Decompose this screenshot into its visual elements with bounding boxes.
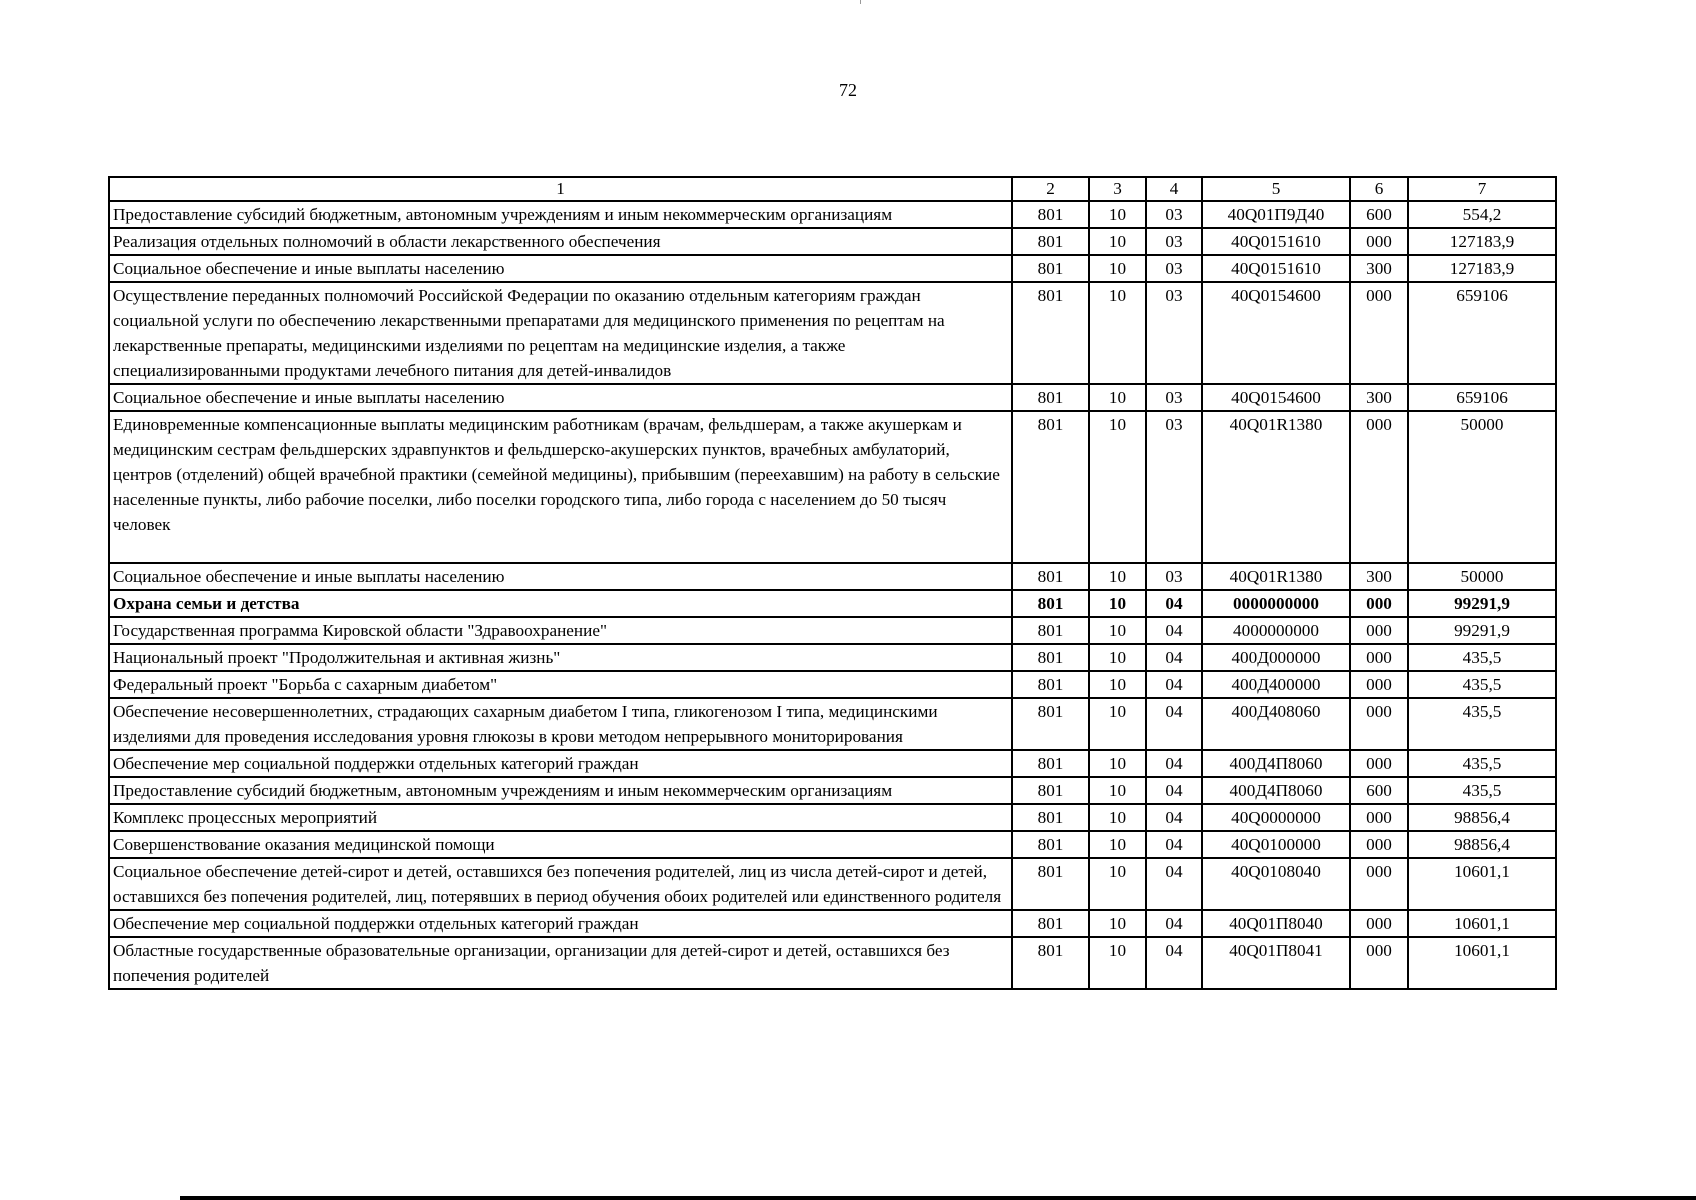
row-code-expense-type: 600	[1350, 777, 1408, 804]
row-description: Обеспечение несовершеннолетних, страдающих сахарным диабетом I типа, гликогенозом I типа, медицинскими изделиями для проведения исследования уровня глюкозы в крови методом непрерывного мониторирования	[109, 698, 1012, 750]
row-code-target: 400Д400000	[1202, 671, 1350, 698]
table-row	[109, 255, 1556, 282]
row-code-subsection: 04	[1146, 750, 1202, 777]
row-code-expense-type: 000	[1350, 590, 1408, 617]
row-description: Комплекс процессных мероприятий	[109, 804, 1012, 831]
table-row	[109, 698, 1556, 750]
row-code-expense-type: 300	[1350, 563, 1408, 590]
row-code-subsection: 04	[1146, 590, 1202, 617]
row-code-subsection: 04	[1146, 831, 1202, 858]
table-row	[109, 590, 1556, 617]
row-code-target: 40Q0000000	[1202, 804, 1350, 831]
row-description: Социальное обеспечение и иные выплаты населению	[109, 255, 1012, 282]
row-code-expense-type: 000	[1350, 282, 1408, 384]
row-description: Совершенствование оказания медицинской помощи	[109, 831, 1012, 858]
row-amount: 98856,4	[1408, 831, 1556, 858]
row-description: Государственная программа Кировской области "Здравоохранение"	[109, 617, 1012, 644]
row-code-section: 10	[1089, 750, 1146, 777]
table-row	[109, 201, 1556, 228]
row-code-section: 10	[1089, 384, 1146, 411]
table-row	[109, 644, 1556, 671]
row-code-subsection: 04	[1146, 804, 1202, 831]
row-code-expense-type: 000	[1350, 617, 1408, 644]
row-code-department: 801	[1012, 384, 1089, 411]
row-code-department: 801	[1012, 937, 1089, 989]
row-code-target: 40Q0151610	[1202, 228, 1350, 255]
row-code-subsection: 04	[1146, 617, 1202, 644]
row-code-department: 801	[1012, 644, 1089, 671]
row-description: Социальное обеспечение и иные выплаты населению	[109, 563, 1012, 590]
table-row	[109, 617, 1556, 644]
row-code-expense-type: 300	[1350, 384, 1408, 411]
row-code-section: 10	[1089, 804, 1146, 831]
row-code-department: 801	[1012, 804, 1089, 831]
table-row	[109, 228, 1556, 255]
row-amount: 50000	[1408, 411, 1556, 563]
row-code-section: 10	[1089, 858, 1146, 910]
row-amount: 659106	[1408, 384, 1556, 411]
row-code-expense-type: 000	[1350, 937, 1408, 989]
row-amount: 435,5	[1408, 777, 1556, 804]
table-row	[109, 777, 1556, 804]
row-code-expense-type: 000	[1350, 644, 1408, 671]
row-amount: 99291,9	[1408, 617, 1556, 644]
row-code-target: 400Д408060	[1202, 698, 1350, 750]
header-row	[109, 177, 1556, 201]
row-code-department: 801	[1012, 910, 1089, 937]
row-code-section: 10	[1089, 563, 1146, 590]
row-code-target: 0000000000	[1202, 590, 1350, 617]
row-amount: 10601,1	[1408, 937, 1556, 989]
row-amount: 98856,4	[1408, 804, 1556, 831]
row-description: Обеспечение мер социальной поддержки отдельных категорий граждан	[109, 750, 1012, 777]
table-row	[109, 384, 1556, 411]
row-code-expense-type: 600	[1350, 201, 1408, 228]
header-cell-3: 3	[1089, 177, 1146, 201]
row-amount: 435,5	[1408, 750, 1556, 777]
row-code-target: 40Q0108040	[1202, 858, 1350, 910]
row-code-section: 10	[1089, 255, 1146, 282]
row-code-subsection: 04	[1146, 858, 1202, 910]
row-code-department: 801	[1012, 255, 1089, 282]
bottom-rule	[180, 1196, 1696, 1200]
row-code-target: 40Q0100000	[1202, 831, 1350, 858]
table-body	[109, 201, 1556, 989]
row-code-subsection: 04	[1146, 671, 1202, 698]
row-code-target: 400Д4П8060	[1202, 777, 1350, 804]
table-row	[109, 750, 1556, 777]
header-cell-4: 4	[1146, 177, 1202, 201]
row-code-department: 801	[1012, 671, 1089, 698]
header-cell-2: 2	[1012, 177, 1089, 201]
table-row	[109, 937, 1556, 989]
row-code-target: 400Д000000	[1202, 644, 1350, 671]
row-description: Единовременные компенсационные выплаты медицинским работникам (врачам, фельдшерам, а также акушеркам и медицинским сестрам фельдшерских здравпунктов и фельдшерско-акушерских пунктов, врачебных амбулаторий, центров (отделений) общей врачебной практики (семейной медицины), прибывшим (переехавшим) на работу в сельские населенные пункты, либо рабочие поселки, либо поселки городского типа, либо города с населением до 50 тысяч человек	[109, 411, 1012, 563]
row-code-department: 801	[1012, 698, 1089, 750]
row-code-expense-type: 000	[1350, 411, 1408, 563]
row-code-target: 40Q0154600	[1202, 384, 1350, 411]
row-code-subsection: 03	[1146, 201, 1202, 228]
row-description: Социальное обеспечение детей-сирот и детей, оставшихся без попечения родителей, лиц из числа детей-сирот и детей, оставшихся без попечения родителей, лиц, потерявших в период обучения обоих родителей или единственного родителя	[109, 858, 1012, 910]
header-cell-7: 7	[1408, 177, 1556, 201]
row-code-section: 10	[1089, 777, 1146, 804]
table-row	[109, 910, 1556, 937]
row-code-subsection: 03	[1146, 563, 1202, 590]
row-code-target: 400Д4П8060	[1202, 750, 1350, 777]
row-code-section: 10	[1089, 617, 1146, 644]
row-amount: 10601,1	[1408, 858, 1556, 910]
row-description: Федеральный проект "Борьба с сахарным диабетом"	[109, 671, 1012, 698]
row-code-subsection: 04	[1146, 698, 1202, 750]
row-description: Национальный проект "Продолжительная и активная жизнь"	[109, 644, 1012, 671]
row-amount: 435,5	[1408, 671, 1556, 698]
row-amount: 99291,9	[1408, 590, 1556, 617]
row-code-target: 40Q01П8040	[1202, 910, 1350, 937]
row-amount: 127183,9	[1408, 255, 1556, 282]
row-code-department: 801	[1012, 563, 1089, 590]
table-row	[109, 563, 1556, 590]
row-code-section: 10	[1089, 644, 1146, 671]
scan-mark	[860, 0, 861, 4]
row-code-department: 801	[1012, 777, 1089, 804]
row-code-target: 40Q01R1380	[1202, 411, 1350, 563]
row-code-subsection: 03	[1146, 384, 1202, 411]
row-code-expense-type: 300	[1350, 255, 1408, 282]
row-code-subsection: 04	[1146, 910, 1202, 937]
row-description: Предоставление субсидий бюджетным, автономным учреждениям и иным некоммерческим организациям	[109, 777, 1012, 804]
table-row	[109, 411, 1556, 563]
row-code-expense-type: 000	[1350, 228, 1408, 255]
row-amount: 435,5	[1408, 698, 1556, 750]
row-code-department: 801	[1012, 282, 1089, 384]
row-code-section: 10	[1089, 228, 1146, 255]
row-code-section: 10	[1089, 282, 1146, 384]
row-code-expense-type: 000	[1350, 804, 1408, 831]
budget-table	[108, 176, 1557, 990]
row-code-expense-type: 000	[1350, 858, 1408, 910]
row-code-subsection: 04	[1146, 777, 1202, 804]
row-amount: 435,5	[1408, 644, 1556, 671]
row-code-department: 801	[1012, 858, 1089, 910]
row-code-expense-type: 000	[1350, 671, 1408, 698]
row-description: Областные государственные образовательные организации, организации для детей-сирот и детей, оставшихся без попечения родителей	[109, 937, 1012, 989]
row-code-target: 40Q0154600	[1202, 282, 1350, 384]
row-amount: 127183,9	[1408, 228, 1556, 255]
header-cell-6: 6	[1350, 177, 1408, 201]
row-description: Реализация отдельных полномочий в области лекарственного обеспечения	[109, 228, 1012, 255]
row-description: Осуществление переданных полномочий Российской Федерации по оказанию отдельным категориям граждан социальной услуги по обеспечению лекарственными препаратами для медицинского применения по рецептам на лекарственные препараты, медицинскими изделиями по рецептам на медицинские изделия, а также специализированными продуктами лечебного питания для детей-инвалидов	[109, 282, 1012, 384]
budget-table-container	[108, 176, 1555, 990]
row-code-expense-type: 000	[1350, 698, 1408, 750]
row-code-section: 10	[1089, 411, 1146, 563]
row-code-subsection: 03	[1146, 282, 1202, 384]
row-code-section: 10	[1089, 698, 1146, 750]
table-row	[109, 282, 1556, 384]
row-code-department: 801	[1012, 411, 1089, 563]
row-code-subsection: 04	[1146, 644, 1202, 671]
row-description: Охрана семьи и детства	[109, 590, 1012, 617]
row-amount: 554,2	[1408, 201, 1556, 228]
row-code-department: 801	[1012, 590, 1089, 617]
row-code-target: 40Q01П8041	[1202, 937, 1350, 989]
row-code-expense-type: 000	[1350, 831, 1408, 858]
row-code-target: 40Q0151610	[1202, 255, 1350, 282]
table-row	[109, 858, 1556, 910]
table-row	[109, 671, 1556, 698]
row-code-target: 40Q01П9Д40	[1202, 201, 1350, 228]
row-code-subsection: 03	[1146, 411, 1202, 563]
row-code-section: 10	[1089, 831, 1146, 858]
row-code-expense-type: 000	[1350, 910, 1408, 937]
row-code-target: 4000000000	[1202, 617, 1350, 644]
row-description: Обеспечение мер социальной поддержки отдельных категорий граждан	[109, 910, 1012, 937]
row-amount: 10601,1	[1408, 910, 1556, 937]
row-code-department: 801	[1012, 831, 1089, 858]
row-code-department: 801	[1012, 201, 1089, 228]
table-row	[109, 804, 1556, 831]
row-code-section: 10	[1089, 671, 1146, 698]
row-amount: 50000	[1408, 563, 1556, 590]
row-code-section: 10	[1089, 201, 1146, 228]
row-code-target: 40Q01R1380	[1202, 563, 1350, 590]
table-row	[109, 831, 1556, 858]
row-code-department: 801	[1012, 228, 1089, 255]
row-code-expense-type: 000	[1350, 750, 1408, 777]
row-code-section: 10	[1089, 910, 1146, 937]
row-code-subsection: 03	[1146, 228, 1202, 255]
row-description: Предоставление субсидий бюджетным, автономным учреждениям и иным некоммерческим организациям	[109, 201, 1012, 228]
row-description: Социальное обеспечение и иные выплаты населению	[109, 384, 1012, 411]
row-code-subsection: 04	[1146, 937, 1202, 989]
page-number: 72	[839, 80, 857, 100]
row-code-department: 801	[1012, 750, 1089, 777]
row-amount: 659106	[1408, 282, 1556, 384]
row-code-section: 10	[1089, 937, 1146, 989]
row-code-section: 10	[1089, 590, 1146, 617]
header-cell-1: 1	[109, 177, 1012, 201]
row-code-subsection: 03	[1146, 255, 1202, 282]
row-code-department: 801	[1012, 617, 1089, 644]
header-cell-5: 5	[1202, 177, 1350, 201]
